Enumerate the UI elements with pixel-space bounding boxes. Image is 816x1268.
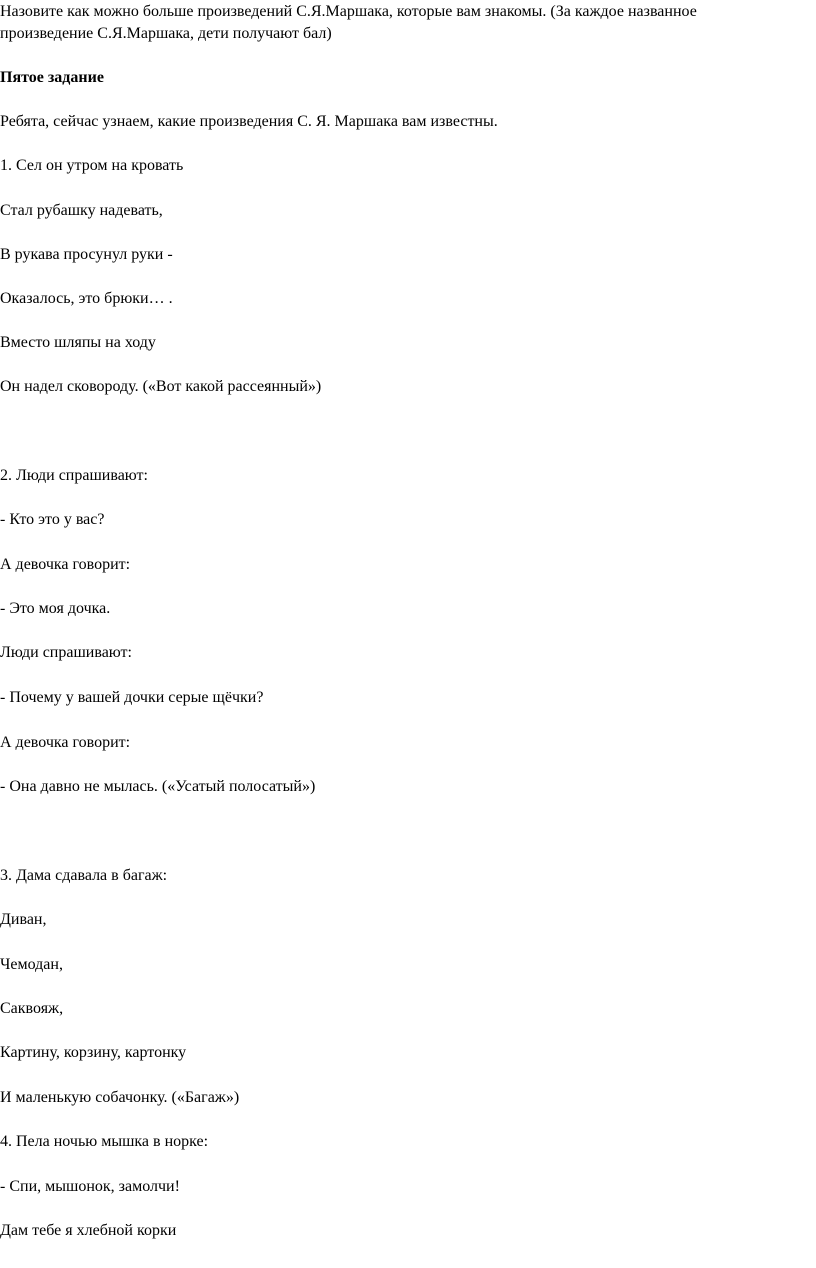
riddle-1-line-5: Вместо шляпы на ходу	[0, 334, 156, 351]
riddle-4-line-3: Дам тебе я хлебной корки	[0, 1222, 177, 1239]
riddle-2-line-5: Люди спрашивают:	[0, 644, 132, 661]
riddle-1-line-1: 1. Сел он утром на кровать	[0, 157, 184, 174]
task-intro: Ребята, сейчас узнаем, какие произведения С. Я. Маршака вам известны.	[0, 113, 498, 130]
riddle-1-line-2: Стал рубашку надевать,	[0, 202, 163, 219]
riddle-2-line-6: - Почему у вашей дочки серые щёчки?	[0, 689, 264, 706]
riddle-3-line-4: Саквояж,	[0, 1000, 64, 1017]
riddle-1-line-6: Он надел сковороду. («Вот какой рассеянный»)	[0, 378, 322, 395]
riddle-3-line-5: Картину, корзину, картонку	[0, 1044, 187, 1061]
riddle-3-line-1: 3. Дама сдавала в багаж:	[0, 867, 168, 884]
riddle-2-line-8: - Она давно не мылась. («Усатый полосатый»)	[0, 778, 316, 795]
riddle-4-line-2: - Спи, мышонок, замолчи!	[0, 1178, 180, 1195]
task-heading: Пятое задание	[0, 69, 104, 86]
riddle-3-line-2: Диван,	[0, 911, 47, 928]
riddle-3-line-6: И маленькую собачонку. («Багаж»)	[0, 1089, 240, 1106]
riddle-2-line-2: - Кто это у вас?	[0, 511, 105, 528]
riddle-4-line-1: 4. Пела ночью мышка в норке:	[0, 1133, 209, 1150]
riddle-2-line-4: - Это моя дочка.	[0, 600, 111, 617]
intro-line-1: Назовите как можно больше произведений С.Я.Маршака, которые вам знакомы. (За каждое названное	[0, 3, 697, 20]
riddle-2-line-7: А девочка говорит:	[0, 734, 131, 751]
riddle-2-line-3: А девочка говорит:	[0, 556, 131, 573]
intro-line-2: произведение С.Я.Маршака, дети получают бал)	[0, 25, 332, 42]
riddle-2-line-1: 2. Люди спрашивают:	[0, 467, 148, 484]
riddle-1-line-3: В рукава просунул руки -	[0, 246, 173, 263]
riddle-1-line-4: Оказалось, это брюки… .	[0, 290, 173, 307]
riddle-3-line-3: Чемодан,	[0, 956, 63, 973]
